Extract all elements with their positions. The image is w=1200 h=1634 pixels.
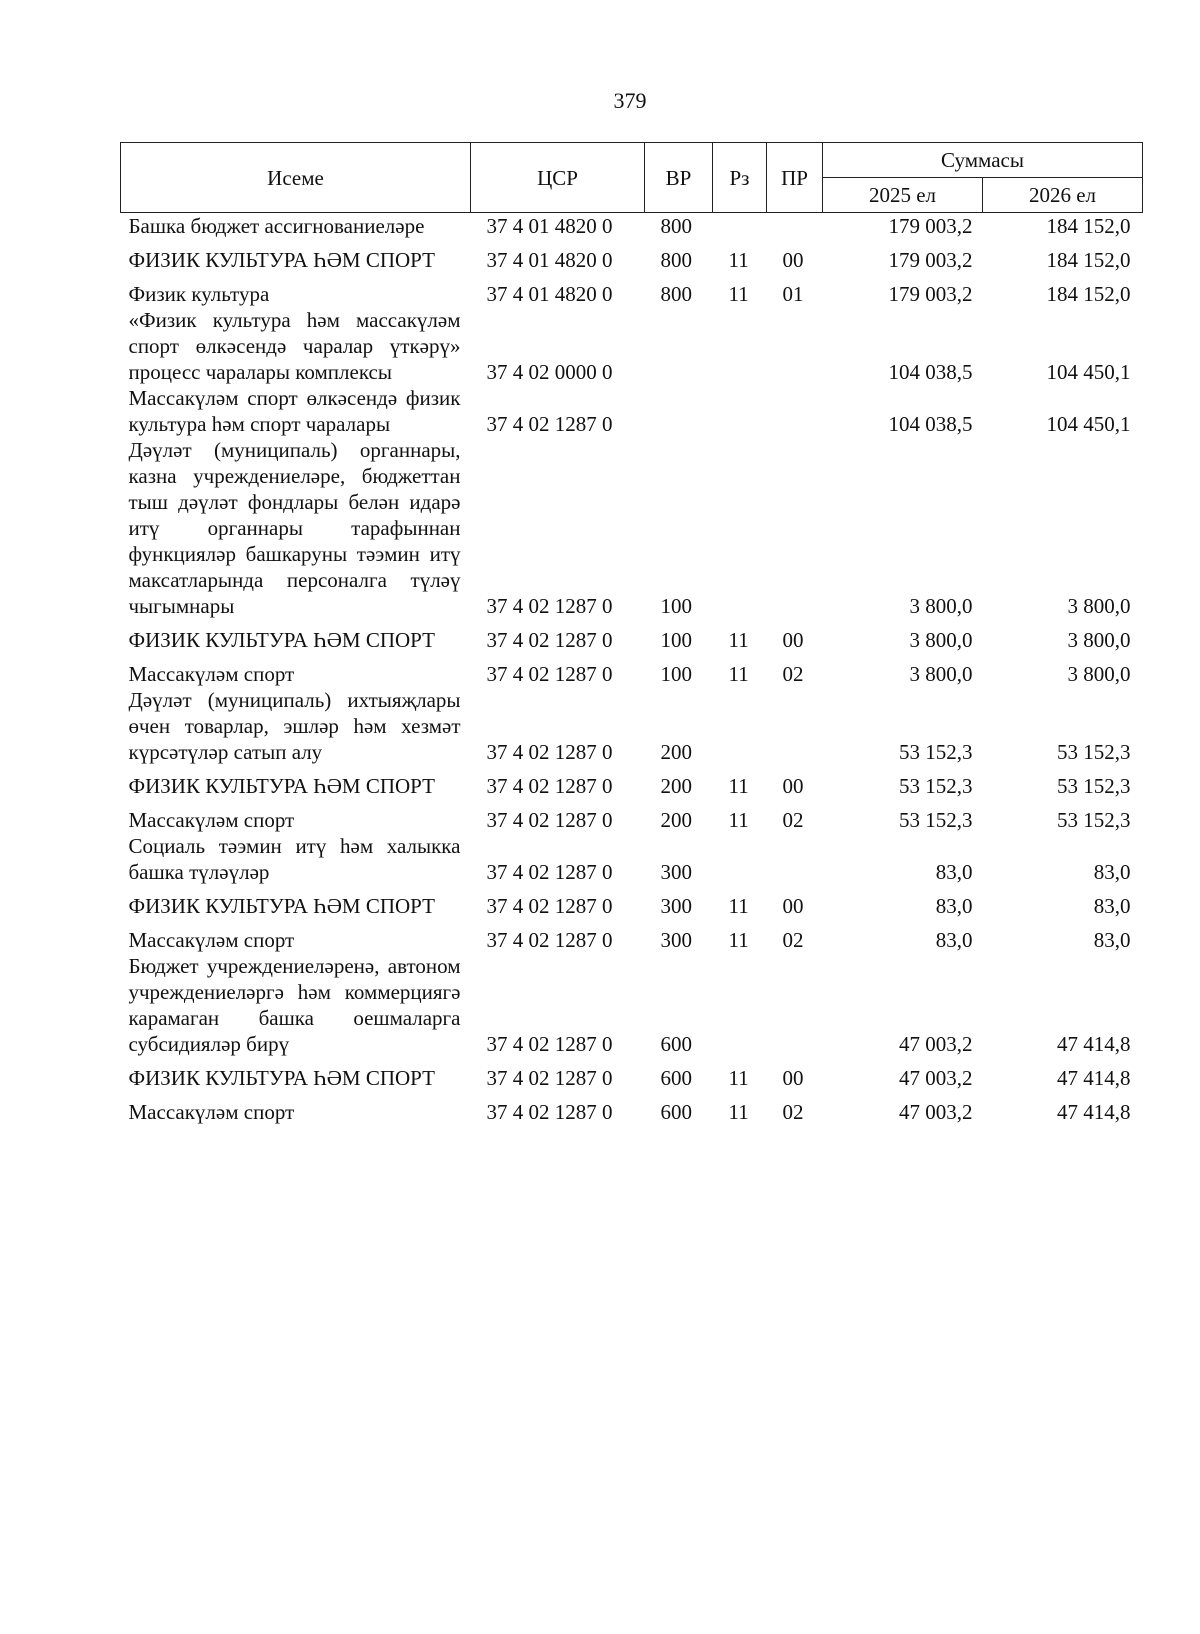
- row-vr: 800: [660, 214, 692, 238]
- row-name: Дәүләт (муниципаль) ихтыяҗлары өчен товарлар, эшләр һәм хезмәт күрсәтүләр сатып алу: [128, 688, 461, 764]
- header-sums: Суммасы: [823, 143, 1143, 178]
- row-sum-2026: 184 152,0: [1046, 214, 1131, 238]
- row-sum-2026: 47 414,8: [1057, 1032, 1131, 1056]
- row-sum-2025: 47 003,2: [899, 1066, 973, 1090]
- row-csr: 37 4 02 1287 0: [486, 894, 613, 918]
- row-vr: 600: [660, 1032, 692, 1056]
- row-rz: [713, 307, 767, 385]
- budget-table: [120, 142, 1143, 1125]
- row-name: Массакүләм спорт: [128, 808, 295, 832]
- row-name: Дәүләт (муниципаль) органнары, казна учреждениеләре, бюджеттан тыш дәүләт фондлары белән идарә итү органнары тарафыннан функцияләр башкаруны тәэмин итү максатларында персоналга түләү чыгымнары: [128, 438, 461, 618]
- table-row: [121, 273, 1143, 307]
- row-sum-2026: 104 450,1: [1046, 412, 1131, 436]
- row-csr: 37 4 02 1287 0: [486, 808, 613, 832]
- row-sum-2025: 47 003,2: [899, 1032, 973, 1056]
- table-row: [121, 953, 1143, 1057]
- row-name: ФИЗИК КУЛЬТУРА ҺӘМ СПОРТ: [128, 894, 435, 918]
- row-rz: 11: [728, 894, 749, 918]
- row-pr: 02: [782, 662, 804, 686]
- row-sum-2026: 3 800,0: [1067, 662, 1131, 686]
- header-year-2026: 2026 ел: [983, 178, 1143, 213]
- row-name: Башка бюджет ассигнованиеләре: [128, 214, 425, 238]
- row-csr: 37 4 02 1287 0: [486, 1032, 613, 1056]
- row-rz: [713, 953, 767, 1057]
- row-csr: 37 4 02 1287 0: [486, 860, 613, 884]
- row-rz: 11: [728, 1100, 749, 1124]
- row-sum-2025: 53 152,3: [899, 740, 973, 764]
- row-pr: [767, 687, 823, 765]
- row-rz: 11: [728, 1066, 749, 1090]
- row-sum-2025: 3 800,0: [909, 594, 973, 618]
- table-row: [121, 1091, 1143, 1125]
- table-row: [121, 437, 1143, 619]
- row-sum-2025: 83,0: [935, 894, 973, 918]
- row-csr: 37 4 02 1287 0: [486, 594, 613, 618]
- row-pr: 00: [782, 628, 804, 652]
- row-name: Социаль тәэмин итү һәм халыкка башка түләүләр: [128, 834, 461, 884]
- table-header: [121, 143, 1143, 213]
- table-row: [121, 799, 1143, 833]
- header-vr: ВР: [645, 143, 713, 213]
- row-sum-2025: 104 038,5: [888, 360, 973, 384]
- row-pr: 00: [782, 1066, 804, 1090]
- row-csr: 37 4 02 1287 0: [486, 1066, 613, 1090]
- row-vr: [645, 385, 713, 437]
- row-vr: [645, 307, 713, 385]
- row-csr: 37 4 02 1287 0: [486, 1100, 613, 1124]
- row-vr: 800: [660, 282, 692, 306]
- row-csr: 37 4 02 1287 0: [486, 928, 613, 952]
- row-sum-2026: 184 152,0: [1046, 248, 1131, 272]
- table-row: [121, 213, 1143, 240]
- row-vr: 300: [660, 860, 692, 884]
- row-sum-2025: 179 003,2: [888, 214, 973, 238]
- row-sum-2026: 184 152,0: [1046, 282, 1131, 306]
- header-csr: ЦСР: [471, 143, 645, 213]
- row-sum-2026: 104 450,1: [1046, 360, 1131, 384]
- table-row: [121, 1057, 1143, 1091]
- row-rz: 11: [728, 282, 749, 306]
- row-pr: [767, 385, 823, 437]
- row-csr: 37 4 01 4820 0: [486, 214, 613, 238]
- row-sum-2026: 83,0: [1093, 894, 1131, 918]
- row-sum-2025: 53 152,3: [899, 808, 973, 832]
- row-vr: 100: [660, 594, 692, 618]
- row-name: «Физик культура һәм массакүләм спорт өлкәсендә чаралар үткәрү» процесс чаралары комплексы: [128, 308, 461, 384]
- row-name: ФИЗИК КУЛЬТУРА ҺӘМ СПОРТ: [128, 628, 435, 652]
- row-rz: [713, 385, 767, 437]
- row-sum-2025: 179 003,2: [888, 282, 973, 306]
- row-vr: 300: [660, 894, 692, 918]
- row-name: ФИЗИК КУЛЬТУРА ҺӘМ СПОРТ: [128, 774, 435, 798]
- row-pr: 02: [782, 1100, 804, 1124]
- row-pr: [767, 953, 823, 1057]
- row-vr: 600: [660, 1100, 692, 1124]
- row-csr: 37 4 02 1287 0: [486, 628, 613, 652]
- row-sum-2026: 53 152,3: [1057, 740, 1131, 764]
- row-pr: 00: [782, 774, 804, 798]
- table-row: [121, 765, 1143, 799]
- row-rz: 11: [728, 662, 749, 686]
- row-sum-2026: 3 800,0: [1067, 594, 1131, 618]
- table-row: [121, 653, 1143, 687]
- row-vr: 100: [660, 662, 692, 686]
- row-csr: 37 4 01 4820 0: [486, 248, 613, 272]
- row-name: Массакүләм спорт: [128, 928, 295, 952]
- row-sum-2026: 83,0: [1093, 928, 1131, 952]
- row-rz: [713, 687, 767, 765]
- row-csr: 37 4 02 1287 0: [486, 774, 613, 798]
- row-sum-2026: 3 800,0: [1067, 628, 1131, 652]
- row-sum-2025: 83,0: [935, 928, 973, 952]
- row-csr: 37 4 02 1287 0: [486, 412, 613, 436]
- row-name: ФИЗИК КУЛЬТУРА ҺӘМ СПОРТ: [128, 1066, 435, 1090]
- row-pr: [767, 437, 823, 619]
- header-pr: ПР: [767, 143, 823, 213]
- row-vr: 200: [660, 740, 692, 764]
- row-pr: 00: [782, 248, 804, 272]
- table-row: [121, 307, 1143, 385]
- table-row: [121, 919, 1143, 953]
- row-name: Массакүләм спорт өлкәсендә физик культура һәм спорт чаралары: [128, 386, 461, 436]
- row-sum-2025: 53 152,3: [899, 774, 973, 798]
- row-pr: [767, 833, 823, 885]
- row-sum-2025: 179 003,2: [888, 248, 973, 272]
- row-pr: [767, 213, 823, 240]
- row-vr: 300: [660, 928, 692, 952]
- row-vr: 600: [660, 1066, 692, 1090]
- row-name: Массакүләм спорт: [128, 1100, 295, 1124]
- row-rz: 11: [728, 808, 749, 832]
- row-sum-2025: 3 800,0: [909, 662, 973, 686]
- table-row: [121, 619, 1143, 653]
- row-rz: [713, 833, 767, 885]
- table-row: [121, 385, 1143, 437]
- row-sum-2025: 3 800,0: [909, 628, 973, 652]
- row-name: Бюджет учреждениеләренә, автоном учреждениеләргә һәм коммерциягә карамаган башка оешмаларга субсидияләр бирү: [128, 954, 461, 1056]
- row-vr: 800: [660, 248, 692, 272]
- row-csr: 37 4 02 1287 0: [486, 662, 613, 686]
- row-rz: 11: [728, 774, 749, 798]
- row-rz: [713, 213, 767, 240]
- row-pr: 02: [782, 928, 804, 952]
- row-name: Физик культура: [128, 282, 270, 306]
- row-sum-2026: 53 152,3: [1057, 808, 1131, 832]
- table-row: [121, 239, 1143, 273]
- row-name: Массакүләм спорт: [128, 662, 295, 686]
- row-pr: 01: [782, 282, 804, 306]
- table-row: [121, 687, 1143, 765]
- page-number: 379: [613, 88, 647, 113]
- row-rz: 11: [728, 628, 749, 652]
- row-pr: 00: [782, 894, 804, 918]
- row-sum-2026: 47 414,8: [1057, 1066, 1131, 1090]
- row-sum-2025: 104 038,5: [888, 412, 973, 436]
- row-vr: 200: [660, 774, 692, 798]
- table-body: [121, 213, 1143, 1126]
- row-csr: 37 4 01 4820 0: [486, 282, 613, 306]
- row-pr: [767, 307, 823, 385]
- row-rz: 11: [728, 928, 749, 952]
- row-sum-2025: 47 003,2: [899, 1100, 973, 1124]
- row-sum-2026: 53 152,3: [1057, 774, 1131, 798]
- row-sum-2026: 83,0: [1093, 860, 1131, 884]
- row-pr: 02: [782, 808, 804, 832]
- row-rz: [713, 437, 767, 619]
- row-sum-2025: 83,0: [935, 860, 973, 884]
- table-row: [121, 885, 1143, 919]
- header-rz: Рз: [713, 143, 767, 213]
- row-name: ФИЗИК КУЛЬТУРА ҺӘМ СПОРТ: [128, 248, 435, 272]
- row-rz: 11: [728, 248, 749, 272]
- row-csr: 37 4 02 1287 0: [486, 740, 613, 764]
- row-vr: 100: [660, 628, 692, 652]
- row-csr: 37 4 02 0000 0: [486, 360, 613, 384]
- row-vr: 200: [660, 808, 692, 832]
- header-year-2025: 2025 ел: [823, 178, 983, 213]
- header-name: Исеме: [121, 143, 471, 213]
- row-sum-2026: 47 414,8: [1057, 1100, 1131, 1124]
- table-row: [121, 833, 1143, 885]
